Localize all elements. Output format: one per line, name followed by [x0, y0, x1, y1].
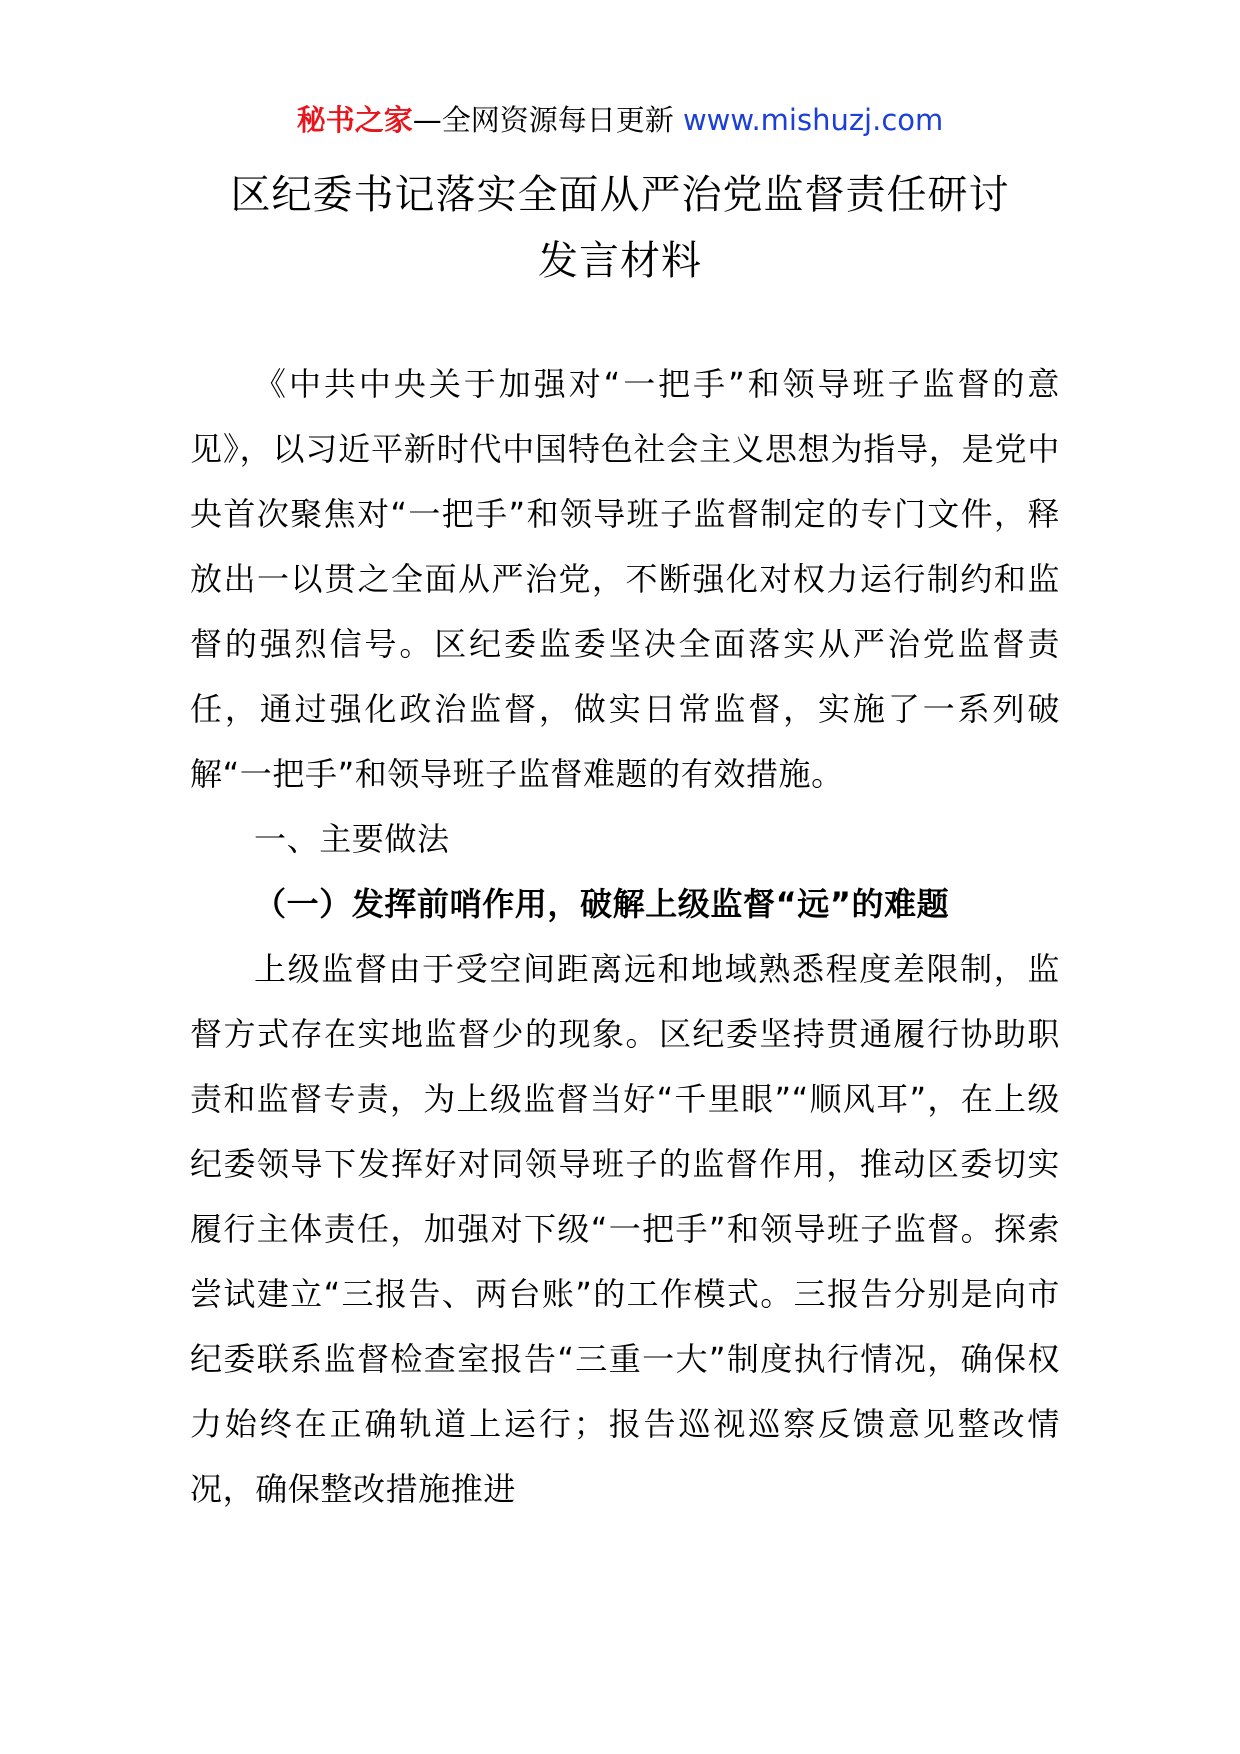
document-title [0, 162, 1240, 294]
title-line-2: 发言材料 [538, 238, 702, 284]
section-heading: 一、主要做法 [254, 820, 450, 858]
header-site-link[interactable]: www.mishuzj.com [682, 103, 944, 137]
intro-paragraph: 《中共中央关于加强对“一把手”和领导班子监督的意见》，以习近平新时代中国特色社会主义思想为指导，是党中央首次聚焦对“一把手”和领导班子监督制定的专门文件，释放出一以贯之全面从严治党，不断强化对权力运行制约和监督的强烈信号。区纪委监委坚决全面落实从严治党监督责任，通过强化政治监督，做实日常监督，实施了一系列破解“一把手”和领导班子监督难题的有效措施。 [190, 365, 1060, 793]
document-body [190, 352, 1060, 1522]
title-line-1: 区纪委书记落实全面从严治党监督责任研讨 [230, 172, 1010, 218]
subsection-heading: （一）发挥前哨作用，破解上级监督“远”的难题 [254, 885, 950, 923]
watermark-header [0, 100, 1240, 140]
body-paragraph: 上级监督由于受空间距离远和地域熟悉程度差限制，监督方式存在实地监督少的现象。区纪委坚持贯通履行协助职责和监督专责，为上级监督当好“千里眼”“顺风耳”，在上级纪委领导下发挥好对同领导班子的监督作用，推动区委切实履行主体责任，加强对下级“一把手”和领导班子监督。探索尝试建立“三报告、两台账”的工作模式。三报告分别是向市纪委联系监督检查室报告“三重一大”制度执行情况，确保权力始终在正确轨道上运行；报告巡视巡察反馈意见整改情况，确保整改措施推进 [190, 950, 1060, 1508]
header-brand: 秘书之家 [296, 103, 413, 137]
header-tagline: —全网资源每日更新 [412, 103, 674, 137]
